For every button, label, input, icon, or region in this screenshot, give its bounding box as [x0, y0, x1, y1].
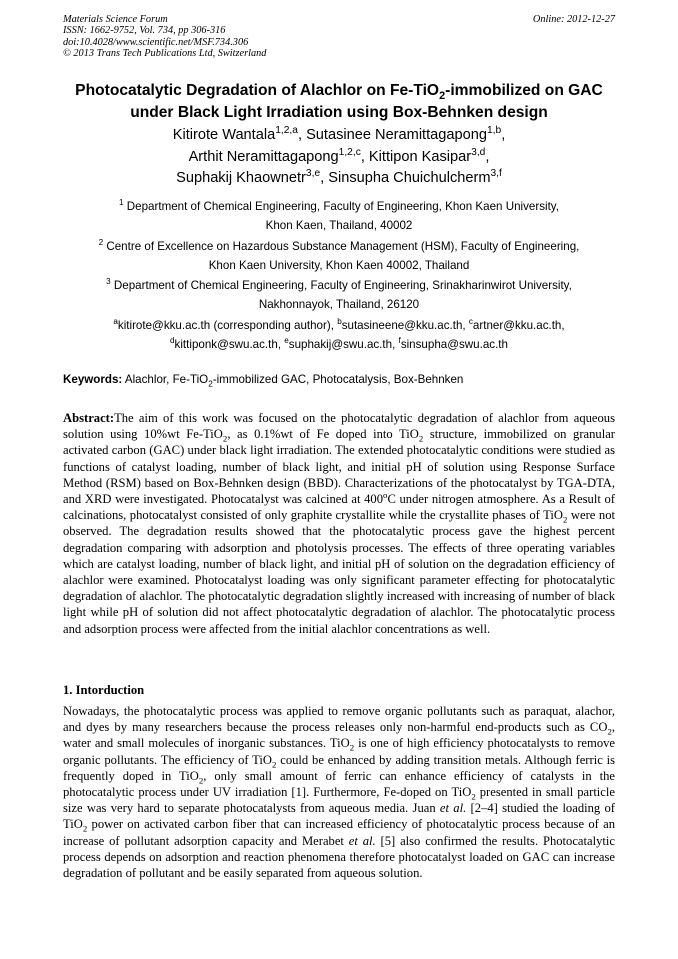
- keywords-label: Keywords:: [63, 373, 123, 386]
- author-name: Arthit Neramittagapong: [188, 148, 339, 165]
- abstract: Abstract:The aim of this work was focused on the photocatalytic degradation of alachlor from aqueous solution using 10%wt Fe-TiO$_2$, as 0.1%wt of Fe doped into TiO$_2$ structure, immobilized on granular activated carbon (GAC) under black light irradiation. The extended photocatalytic conditions were studied as functions of catalyst loading, number of black light, and initial pH of solution using Response Surface Method (RSM) based on Box-Behnken design (BBD). Characterizations of the photocatalyst by TGA-DTA, and XRD were investigated. Photocatalyst was calcined at 400$^o$C under nitrogen atmosphere. As a Result of calcinations, photocatalyst consisted of only graphite crystallite while the crystallite phases of TiO$_2$ were not observed. The degradation results showed that the photocatalytic process gave the highest percent degradation comparing with adsorption and photolysis processes. The effects of three operating variables which are catalyst loading, number of black light, and initial pH of solution on the degradation efficiency of alachlor were examined. Photocatalyst loading was only significant parameter effecting for photocatalytic degradation of alachlor. The photocatalytic degradation slightly increased with increasing of number of black light while pH of solution did not affect photocatalytic degradation of alachlor. The photocatalytic process and adsorption process were affected from the initial alachlor concentrations as well.: [63, 411, 615, 636]
- journal-header: [63, 14, 266, 60]
- email-link[interactable]: kittiponk@swu.ac.th,: [174, 337, 282, 351]
- issn-line: ISSN: 1662-9752, Vol. 734, pp 306-316: [63, 25, 226, 37]
- doi-line[interactable]: doi:10.4028/www.scientific.net/MSF.734.306: [63, 36, 249, 48]
- email-link[interactable]: artner@kku.ac.th,: [472, 319, 565, 332]
- affiliation-2: $^2$ Centre of Excellence on Hazardous Substance Management (HSM), Faculty of Engineering, Khon Kaen University, Khon Kaen 40002, Thailand: [98, 238, 580, 272]
- journal-name: Materials Science Forum: [63, 14, 168, 25]
- email-link[interactable]: suphakij@swu.ac.th,: [288, 337, 396, 351]
- section-heading: 1. Intorduction: [63, 683, 145, 697]
- author-name: Kitirote Wantala: [172, 127, 276, 143]
- author-name: Sinsupha Chuichulcherm: [328, 170, 491, 186]
- author-name: Kittipon Kasipar: [368, 148, 472, 165]
- author-name: Sutasinee Neramittagapong: [306, 127, 487, 143]
- author-name: Suphakij Khaownetr: [176, 170, 306, 186]
- title-line-1: Photocatalytic Degradation of Alachlor on Fe-TiO$_2$-immobilized on GAC: [75, 82, 603, 103]
- affiliation-1: $^1$ Department of Chemical Engineering, Faculty of Engineering, Khon Kaen University, Khon Kaen, Thailand, 40002: [119, 198, 559, 232]
- introduction-paragraph: Nowadays, the photocatalytic process was applied to remove organic pollutants such as paraquat, alachor, and dyes by many researchers because the process releases only non-harmful end-products such as $CO_2$, water and small molecules of inorganic substances. TiO$_2$ is one of high efficiency photocatalysts to remove organic pollutants. The efficiency of TiO$_2$ could be enhanced by adding transition metals. Although ferric is frequently doped in TiO$_2$, only small amount of ferric can enhance efficiency of catalysts in the photocatalytic process under UV irradiation [1]. Furthermore, Fe-doped on TiO$_2$ presented in small particle size was very hard to separate photocatalysts from aqueous media. Juan et al. [2–4] studied the loading of TiO$_2$ power on activated carbon fiber that can increased efficiency of photocatalytic process because of an increase of pollutant adsorption capacity and Merabet et al. [5] also confirmed the results. Photocatalytic process depends on adsorption and reaction phenomena therefore photocatalyst loaded on GAC can increase degradation of pollutant and be easily separated from aqueous solution.: [63, 704, 616, 881]
- email-list: $^a$kitirote@kku.ac.th (corresponding author), $^b$sutasineene@kku.ac.th, $^c$artner@kku.ac.th, $^d$kittiponk@swu.ac.th, $^e$suphakij@swu.ac.th, $^f$sinsupha@swu.ac.th: [113, 317, 565, 351]
- keywords: Keywords: Alachlor, Fe-TiO$_2$-immobilized GAC, Photocatalysis, Box-Behnken: [63, 373, 464, 389]
- abstract-label: Abstract:: [63, 411, 115, 425]
- paper-title: [50, 80, 628, 124]
- email-link[interactable]: sutasineene@kku.ac.th,: [341, 319, 466, 332]
- author-line-3: Suphakij Khaownetr$^{3,e}$, Sinsupha Chuichulcherm$^{3,f}$: [176, 168, 502, 186]
- email-link[interactable]: sinsupha@swu.ac.th: [400, 337, 508, 351]
- author-line-2: Arthit Neramittagapong$^{1,2,c}$, Kittipon Kasipar$^{3,d}$,: [188, 146, 490, 165]
- title-line-2: under Black Light Irradiation using Box-Behnken design: [130, 104, 548, 121]
- online-date: Online: 2012-12-27: [532, 14, 615, 25]
- author-list: [63, 125, 615, 190]
- email-link[interactable]: kitirote@kku.ac.th (corresponding author),: [117, 319, 334, 332]
- affiliation-3: $^3$ Department of Chemical Engineering, Faculty of Engineering, Srinakharinwirot University, Nakhonnayok, Thailand, 26120: [106, 277, 572, 311]
- copyright-line: © 2013 Trans Tech Publications Ltd, Switzerland: [63, 48, 267, 60]
- author-line-1: Kitirote Wantala$^{1,2,a}$, Sutasinee Neramittagapong$^{1,b}$,: [172, 125, 506, 143]
